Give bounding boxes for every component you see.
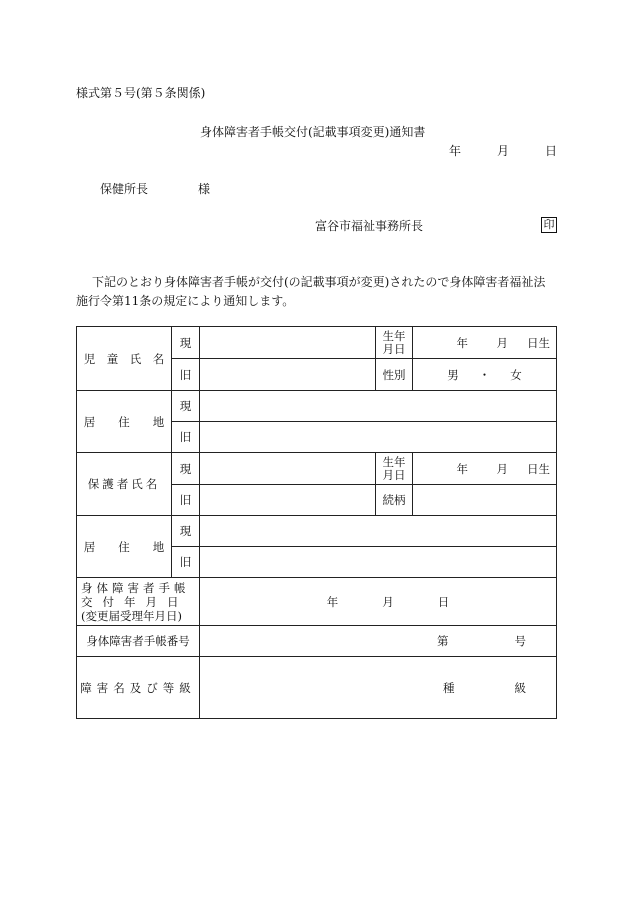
birthdate-label-line2: 月日 [382,467,406,482]
body-text-line1: 下記のとおり身体障害者手帳が交付(の記載事項が変更)されたので身体障害者福祉法 [92,275,546,289]
disability-field[interactable] [200,657,557,719]
guardian-residence-current-field[interactable] [200,516,557,547]
table-row [77,578,557,626]
table-row [77,327,557,359]
issuer-name: 富谷市福祉事務所長 [315,219,424,233]
birth-day-label: 日生 [527,335,550,350]
current-label: 現 [172,391,200,422]
child-name-current-field[interactable] [200,327,376,359]
table-row [77,391,557,422]
child-name-label: 児 童 氏 名 [77,327,172,391]
residence-old-field[interactable] [200,422,557,453]
issue-month-label: 月 [382,594,394,609]
issue-date-label-line3: (変更届受理年月日) [81,608,182,623]
table-row [77,657,557,719]
separator-dot: ・ [478,367,491,382]
guardian-name-current-field[interactable] [200,453,376,485]
table-row [77,453,557,485]
birthdate-label-line1: 生年 [382,454,406,469]
guardian-birthdate-field[interactable] [413,453,557,485]
issue-date-label-line1: 身体障害者手帳 [81,580,190,595]
issue-year-label: 年 [326,594,339,609]
table-row [77,516,557,547]
date-year: 年 [449,144,462,158]
sex-field[interactable] [413,359,557,391]
guardian-name-old-field[interactable] [200,485,376,516]
residence-label: 居 住 地 [77,391,172,453]
document-title: 身体障害者手帳交付(記載事項変更)通知書 [200,125,426,139]
birth-month-label: 月 [496,461,508,476]
issue-date-label [77,578,200,626]
relation-field[interactable] [413,485,557,516]
number-prefix: 第 [437,634,449,648]
booklet-number-field[interactable] [200,626,557,657]
issue-day-label: 日 [437,594,450,609]
birth-year-label: 年 [456,335,468,350]
old-label: 旧 [172,485,200,516]
seal-mark: 印 [541,217,557,233]
sex-label: 性別 [376,359,413,391]
birthdate-label [376,327,413,359]
old-label: 旧 [172,547,200,578]
guardian-birthdate-label [376,453,413,485]
male-option[interactable]: 男 [447,367,459,382]
birthdate-field[interactable] [413,327,557,359]
issue-date-label-line2: 交付年月日 [81,594,189,609]
current-label: 現 [172,327,200,359]
table-row [77,626,557,657]
child-name-old-field[interactable] [200,359,376,391]
female-option[interactable]: 女 [510,367,522,382]
old-label: 旧 [172,422,200,453]
birth-year-label: 年 [456,461,468,476]
addressee-honorific: 様 [198,182,211,196]
form-number: 様式第５号(第５条関係) [76,86,206,100]
guardian-name-text: 保護者氏名 [87,477,161,491]
guardian-residence-old-field[interactable] [200,547,557,578]
date-day: 日 [545,144,558,158]
body-text-line2: 施行令第11条の規定により通知します。 [76,294,295,308]
relation-label: 続柄 [376,485,413,516]
issue-date-field[interactable] [200,578,557,626]
birth-day-label: 日生 [527,461,550,476]
birthdate-label-line2: 月日 [382,341,406,356]
old-label: 旧 [172,359,200,391]
number-suffix: 号 [514,634,526,648]
birth-month-label: 月 [496,335,508,350]
guardian-residence-label: 居 住 地 [77,516,172,578]
current-label: 現 [172,516,200,547]
date-month: 月 [497,144,510,158]
grade-label: 級 [514,680,526,695]
guardian-name-label [77,453,172,516]
booklet-number-label: 身体障害者手帳番号 [77,626,200,657]
current-label: 現 [172,453,200,485]
notification-table [76,326,557,719]
type-label: 種 [443,680,455,695]
addressee-name: 保健所長 [100,182,149,196]
birthdate-label-line1: 生年 [382,328,406,343]
residence-current-field[interactable] [200,391,557,422]
disability-label: 障害名及び等級 [77,657,200,719]
